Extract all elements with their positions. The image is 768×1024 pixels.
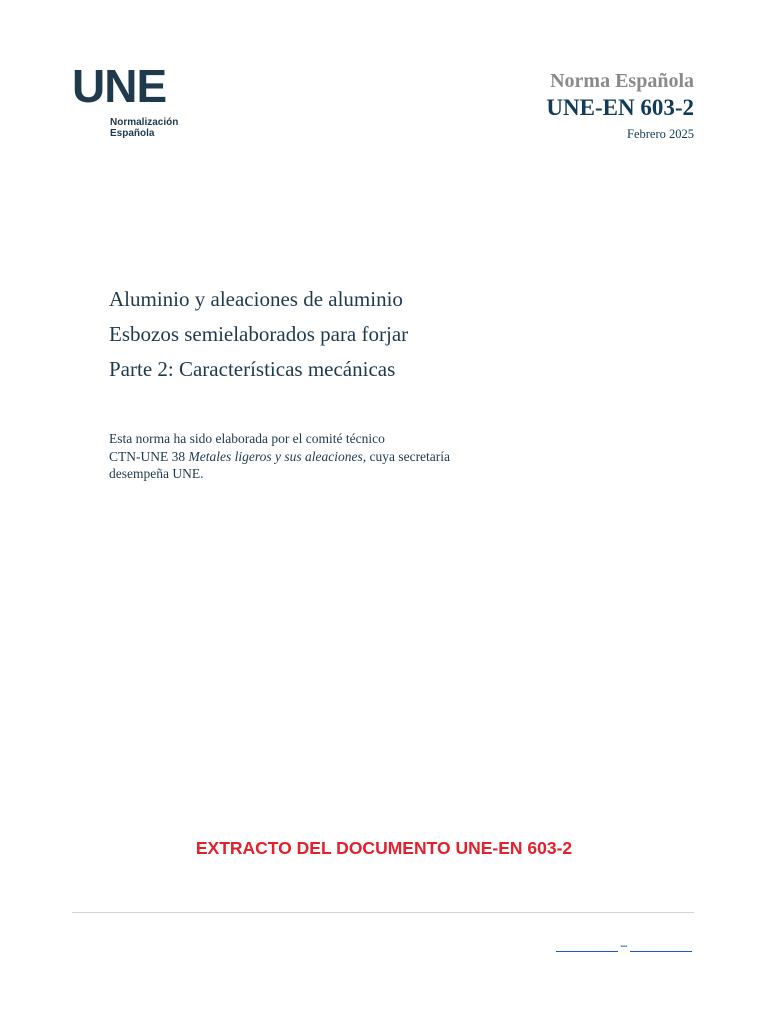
title-line-2: Esbozos semielaborados para forjar bbox=[109, 322, 409, 346]
committee-line1: Esta norma ha sido elaborada por el comité técnico bbox=[109, 431, 385, 446]
footer-links bbox=[556, 938, 692, 952]
standard-code: UNE-EN 603-2 bbox=[546, 95, 694, 120]
standard-label: Norma Española bbox=[550, 70, 694, 92]
logo-mark: UNE bbox=[72, 60, 167, 112]
committee-line2-rest: , cuya secretaría bbox=[362, 448, 451, 464]
footer-divider bbox=[72, 912, 694, 913]
committee-statement bbox=[109, 430, 529, 483]
title-line-3: Parte 2: Características mecánicas bbox=[109, 357, 396, 381]
logo-subtitle bbox=[110, 117, 192, 139]
logo-subtitle-line1: Normalización bbox=[110, 117, 179, 128]
title-line-1: Aluminio y aleaciones de aluminio bbox=[109, 287, 403, 311]
standard-header bbox=[546, 70, 694, 142]
publication-date: Febrero 2025 bbox=[627, 127, 694, 141]
extract-notice: EXTRACTO DEL DOCUMENTO UNE-EN 603-2 bbox=[195, 838, 573, 858]
footer-link-1[interactable] bbox=[556, 938, 618, 952]
footer-separator: – bbox=[620, 938, 628, 952]
logo-subtitle-line2: Española bbox=[110, 128, 155, 139]
committee-line3: desempeña UNE. bbox=[109, 466, 204, 481]
une-logo bbox=[72, 60, 192, 139]
document-title bbox=[109, 282, 408, 387]
footer-link-2[interactable] bbox=[630, 938, 692, 952]
committee-name: Metales ligeros y sus aleaciones bbox=[188, 448, 363, 464]
committee-code: CTN-UNE 38 bbox=[109, 448, 186, 464]
